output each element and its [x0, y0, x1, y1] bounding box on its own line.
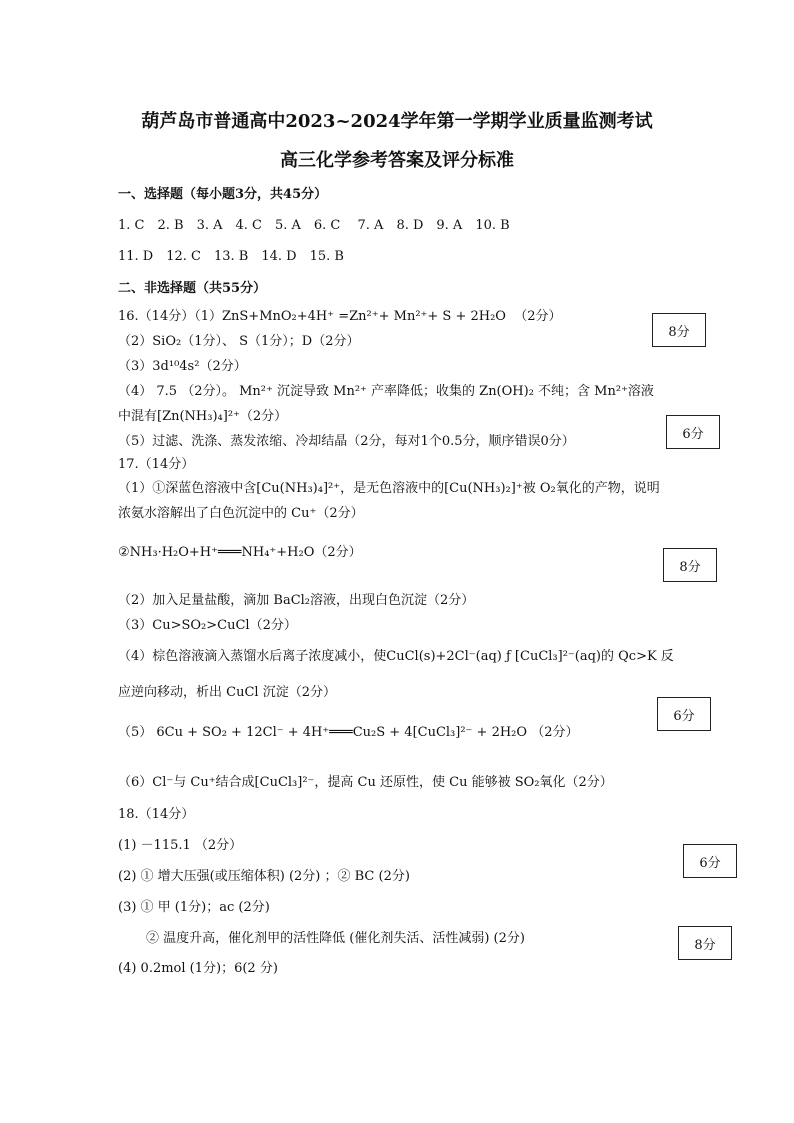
- q18-part3-line2: ② 温度升高，催化剂甲的活性降低 (催化剂失活、活性减弱) (2分): [146, 931, 525, 946]
- q16-part3: （3）3d¹⁰4s²（2分）: [118, 359, 247, 374]
- q16-part2: （2）SiO₂（1分）、 S（1分）；D（2分）: [118, 334, 360, 349]
- q17-part1-line2: 浓氨水溶解出了白色沉淀中的 Cu⁺（2分）: [118, 506, 364, 521]
- q16-part4-line1: （4） 7.5 （2分）。 Mn²⁺ 沉淀导致 Mn²⁺ 产率降低；收集的 Zn(OH)₂ 不纯；含 Mn²⁺溶液: [118, 384, 654, 399]
- q18-part1: (1) －115.1 （2分）: [118, 838, 243, 853]
- q17-part5: [118, 724, 578, 742]
- score-box: 6分: [657, 697, 711, 731]
- mc-answers-row1: 1. C 2. B 3. A 4. C 5. A 6. C 7. A 8. D 9. A 10. B: [118, 218, 510, 233]
- q16-eq1-score: （2分）: [514, 309, 562, 324]
- score-box: 8分: [678, 926, 732, 960]
- q17-part1-equation: [118, 544, 362, 562]
- q18-part3-line1: (3) ① 甲 (1分)；ac (2分): [118, 900, 270, 915]
- q17-part4-line1: （4）棕色溶液滴入蒸馏水后离子浓度减小，使CuCl(s)+2Cl⁻(aq) ƒ [CuCl₃]²⁻(aq)的 Qc>K 反: [118, 649, 674, 664]
- q17-part2: （2）加入足量盐酸，滴加 BaCl₂溶液，出现白色沉淀（2分）: [118, 593, 475, 608]
- q16-eq1: ZnS+MnO₂+4H⁺ =Zn²⁺+ Mn²⁺+ S + 2H₂O: [222, 309, 506, 324]
- document-title: 葫芦岛市普通高中2023~2024学年第一学期学业质量监测考试: [141, 111, 653, 132]
- q17-eq2-score: （2分）: [314, 545, 362, 560]
- q17-eq5: （5） 6Cu + SO₂ + 12Cl⁻ + 4H⁺═══Cu₂S + 4[CuCl₃]²⁻ + 2H₂O: [118, 725, 528, 740]
- score-box: 6分: [683, 844, 737, 878]
- q16-part5: （5）过滤、洗涤、蒸发浓缩、冷却结晶（2分，每对1个0.5分，顺序错误0分）: [118, 434, 575, 449]
- q18-part4: (4) 0.2mol (1分)；6(2 分): [118, 961, 278, 976]
- q16-part4-line2: 中混有[Zn(NH₃)₄]²⁺（2分）: [118, 409, 288, 424]
- q17-eq2: ②NH₃·H₂O+H⁺═══NH₄⁺+H₂O: [118, 545, 315, 560]
- q17-part3: （3）Cu>SO₂>CuCl（2分）: [118, 618, 297, 633]
- score-box: 8分: [663, 548, 717, 582]
- score-box: 8分: [652, 313, 706, 347]
- section1-header: 一、选择题（每小题3分，共45分）: [118, 187, 328, 202]
- q17-part4-line2: 应逆向移动，析出 CuCl 沉淀（2分）: [118, 685, 336, 700]
- q16-head: 16.（14分）（1）: [118, 309, 222, 324]
- q16-part1: [118, 308, 562, 326]
- q18-part2: (2) ① 增大压强(或压缩体积) (2分) ；② BC (2分): [118, 869, 410, 884]
- score-box: 6分: [666, 415, 720, 449]
- q17-part1-line1: （1）①深蓝色溶液中含[Cu(NH₃)₄]²⁺，是无色溶液中的[Cu(NH₃)₂]⁺被 O₂氧化的产物，说明: [118, 481, 660, 496]
- mc-answers-row2: 11. D 12. C 13. B 14. D 15. B: [118, 249, 344, 264]
- q17-head: 17.（14分）: [118, 457, 195, 472]
- q18-head: 18.（14分）: [118, 807, 195, 822]
- document-subtitle: 高三化学参考答案及评分标准: [280, 150, 514, 171]
- section2-header: 二、非选择题（共55分）: [118, 281, 267, 296]
- q17-eq5-score: （2分）: [531, 725, 579, 740]
- q17-part6: （6）Cl⁻与 Cu⁺结合成[CuCl₃]²⁻，提高 Cu 还原性，使 Cu 能够被 SO₂氧化（2分）: [118, 775, 613, 790]
